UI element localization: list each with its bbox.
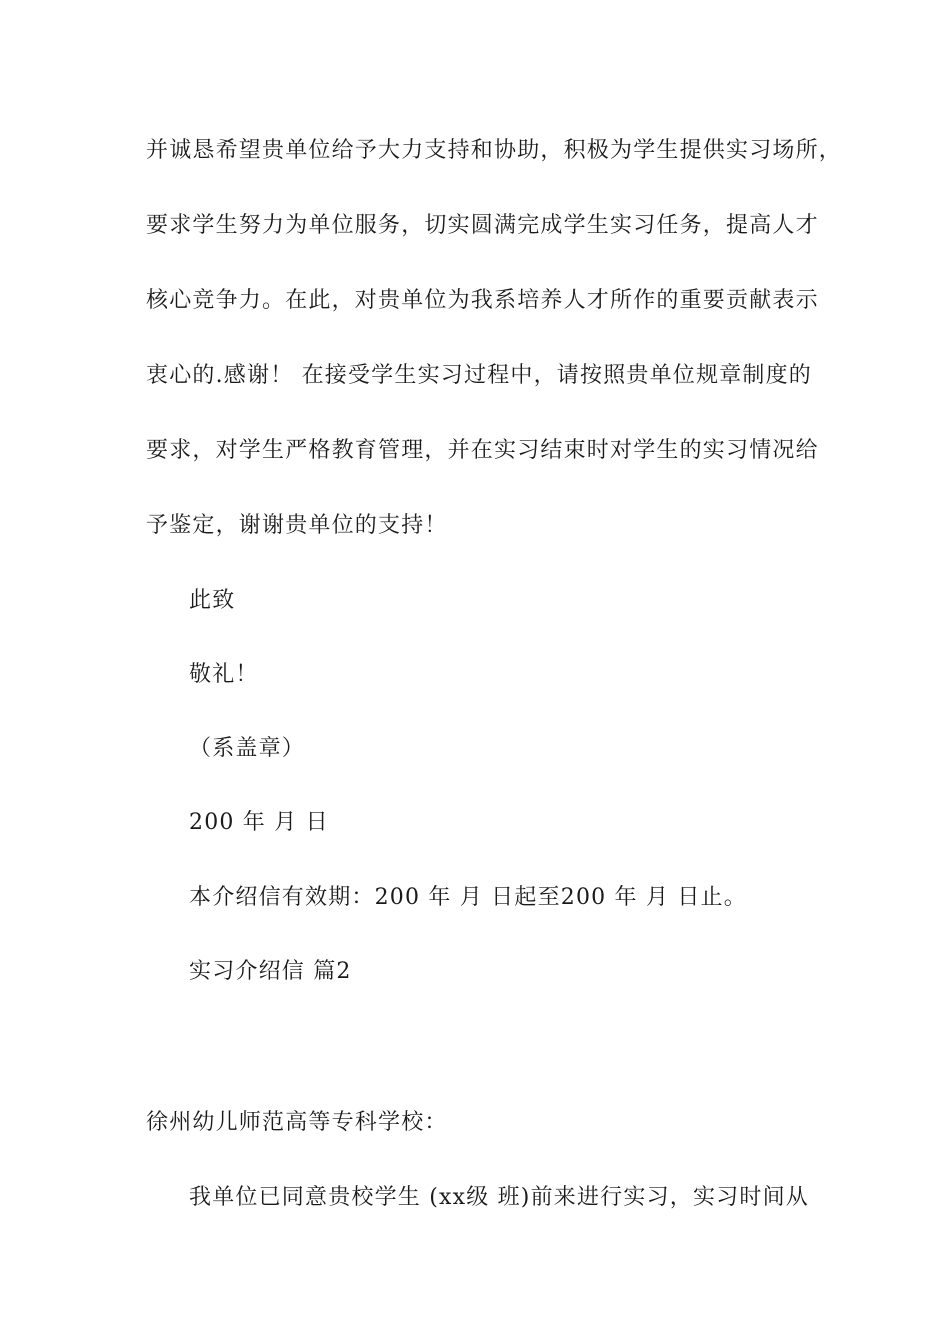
section-title: 实习介绍信 篇2 [189, 959, 352, 984]
validity-line: 本介绍信有效期：200 年 月 日起至200 年 月 日止。 [189, 885, 747, 910]
paragraph-line-5: 要求，对学生严格教育管理，并在实习结束时对学生的实习情况给 [146, 438, 819, 463]
paragraph-line-2: 要求学生努力为单位服务，切实圆满完成学生实习任务，提高人才 [146, 213, 819, 238]
paragraph-line-1: 并诚恳希望贵单位给予大力支持和协助，积极为学生提供实习场所， [146, 138, 843, 163]
paragraph-line-3: 核心竞争力。在此，对贵单位为我系培养人才所作的重要贡献表示 [146, 288, 819, 313]
seal-note: （系盖章） [189, 736, 306, 761]
paragraph-line-6: 予鉴定，谢谢贵单位的支持！ [146, 513, 448, 538]
recipient-line: 徐州幼儿师范高等专科学校： [146, 1110, 448, 1135]
salutation-text: 敬礼！ [189, 662, 259, 687]
date-line: 200 年 月 日 [189, 810, 329, 835]
paragraph-line-4: 衷心的.感谢！ 在接受学生实习过程中，请按照贵单位规章制度的 [146, 363, 812, 388]
closing-text: 此致 [189, 588, 236, 613]
paragraph2-line-1: 我单位已同意贵校学生 (xx级 班)前来进行实习，实习时间从 [189, 1185, 809, 1210]
